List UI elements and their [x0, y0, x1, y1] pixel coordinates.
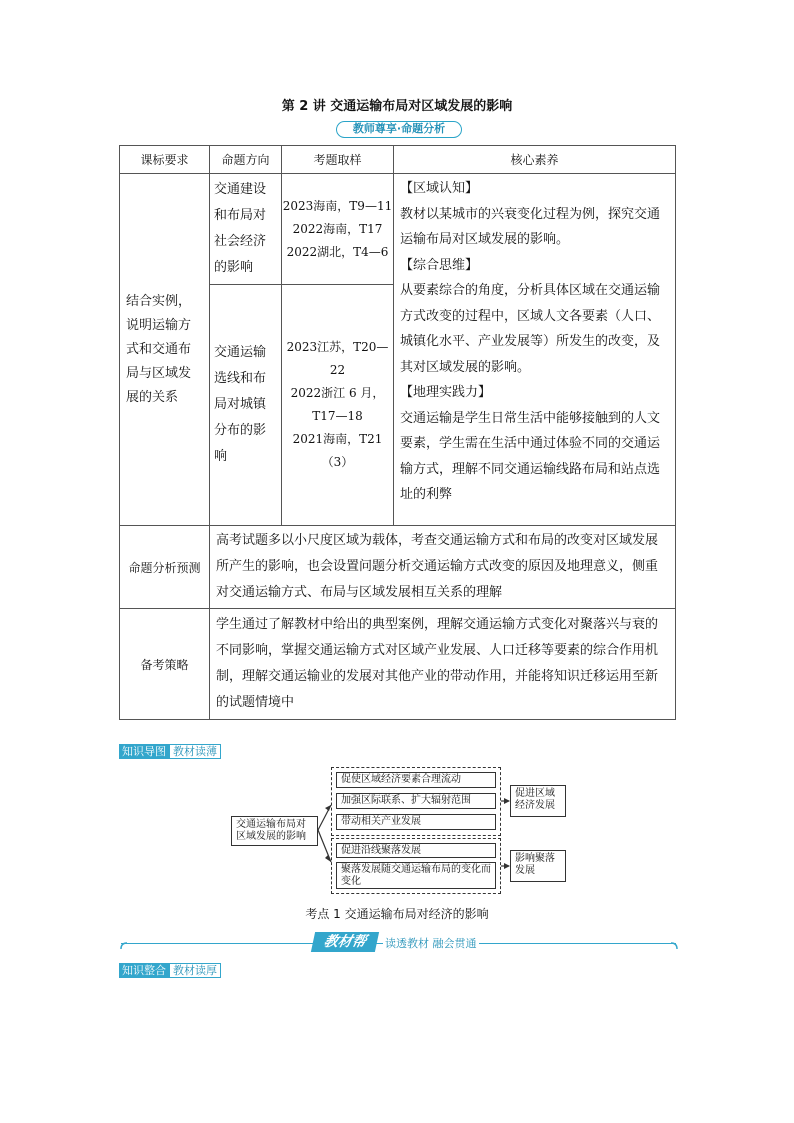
- kebiao-cell: 结合实例，说明运输方式和交通布局与区域发展的关系: [120, 174, 210, 526]
- header-core: 核心素养: [394, 146, 676, 174]
- tag-label: 知识整合: [119, 963, 169, 978]
- core-heading: 【地理实践力】: [400, 385, 492, 400]
- mindmap-outcome-settlement: 影响聚落发展: [510, 850, 566, 882]
- mindmap-item: 带动相关产业发展: [336, 814, 496, 830]
- mindmap-root: 交通运输布局对区域发展的影响: [231, 816, 318, 846]
- tag-label: 知识导图: [119, 744, 169, 759]
- core-text: 教材以某城市的兴衰变化过程为例，探究交通运输布局对区域发展的影响。: [400, 206, 661, 247]
- section-caption: 考点 1 交通运输布局对经济的影响: [305, 907, 489, 921]
- sample-item: 2023江苏，T20—22: [286, 340, 389, 377]
- mindmap-outcome-economy: 促进区域经济发展: [510, 785, 566, 817]
- mindmap-item: 聚落发展随交通运输布局的变化而变化: [336, 862, 496, 889]
- header-direction: 命题方向: [210, 146, 282, 174]
- section-banner-subtitle: 读透教材 融会贯通: [385, 937, 477, 950]
- sample-item: 2022湖北，T4—6: [286, 244, 389, 259]
- direction-cell: 交通建设和布局对社会经济的影响: [210, 174, 282, 285]
- tag-sublabel: 教材读厚: [169, 963, 221, 978]
- core-text: 从要素综合的角度，分析具体区域在交通运输方式改变的过程中，区域人文各要素（人口、城镇化水平、产业发展等）所发生的改变，及其对区域发展的影响。: [400, 283, 661, 375]
- core-heading: 【综合思维】: [400, 257, 479, 273]
- core-text: 交通运输是学生日常生活中能够接触到的人文要素，学生需在生活中通过体验不同的交通运输方式，理解不同交通运输线路布局和站点选址的利弊: [400, 410, 661, 502]
- section-banner-title: 教材帮: [311, 932, 379, 952]
- mindmap-item: 促进沿线聚落发展: [336, 843, 496, 858]
- sample-item: 2023海南，T9—11: [282, 198, 393, 213]
- forecast-label: 命题分析预测: [120, 526, 210, 609]
- tag-sublabel: 教材读薄: [169, 744, 221, 759]
- strategy-label: 备考策略: [120, 609, 210, 720]
- teacher-badge: 教师尊享·命题分析: [336, 121, 462, 138]
- header-kebiao: 课标要求: [120, 146, 210, 174]
- sample-item: 2021海南，T21（3）: [292, 432, 383, 469]
- page-title: 第 2 讲 交通运输布局对区域发展的影响: [281, 99, 513, 114]
- forecast-text: 高考试题多以小尺度区域为载体，考查交通运输方式和布局的改变对区域发展所产生的影响，也会设置问题分析交通运输方式改变的原因及地理意义，侧重对交通运输方式、布局与区域发展相互关系的理解: [210, 526, 676, 609]
- mindmap-item: 加强区际联系、扩大辐射范围: [336, 793, 496, 809]
- core-heading: 【区域认知】: [400, 181, 479, 196]
- direction-cell: 交通运输选线和布局对城镇分布的影响: [210, 285, 282, 526]
- header-sample: 考题取样: [282, 146, 394, 174]
- strategy-text: 学生通过了解教材中给出的典型案例，理解交通运输方式变化对聚落兴与衰的不同影响，掌握交通运输方式对区域产业发展、人口迁移等要素的综合作用机制，理解交通运输业的发展对其他产业的带动作用，并能将知识迁移运用至新的试题情境中: [210, 609, 676, 720]
- sample-item: 2022浙江 6 月，T17—18: [290, 386, 385, 423]
- knowledge-integration-tag: [119, 963, 221, 978]
- sample-item: 2022海南，T17: [292, 221, 383, 236]
- mindmap-item: 促使区域经济要素合理流动: [336, 772, 496, 788]
